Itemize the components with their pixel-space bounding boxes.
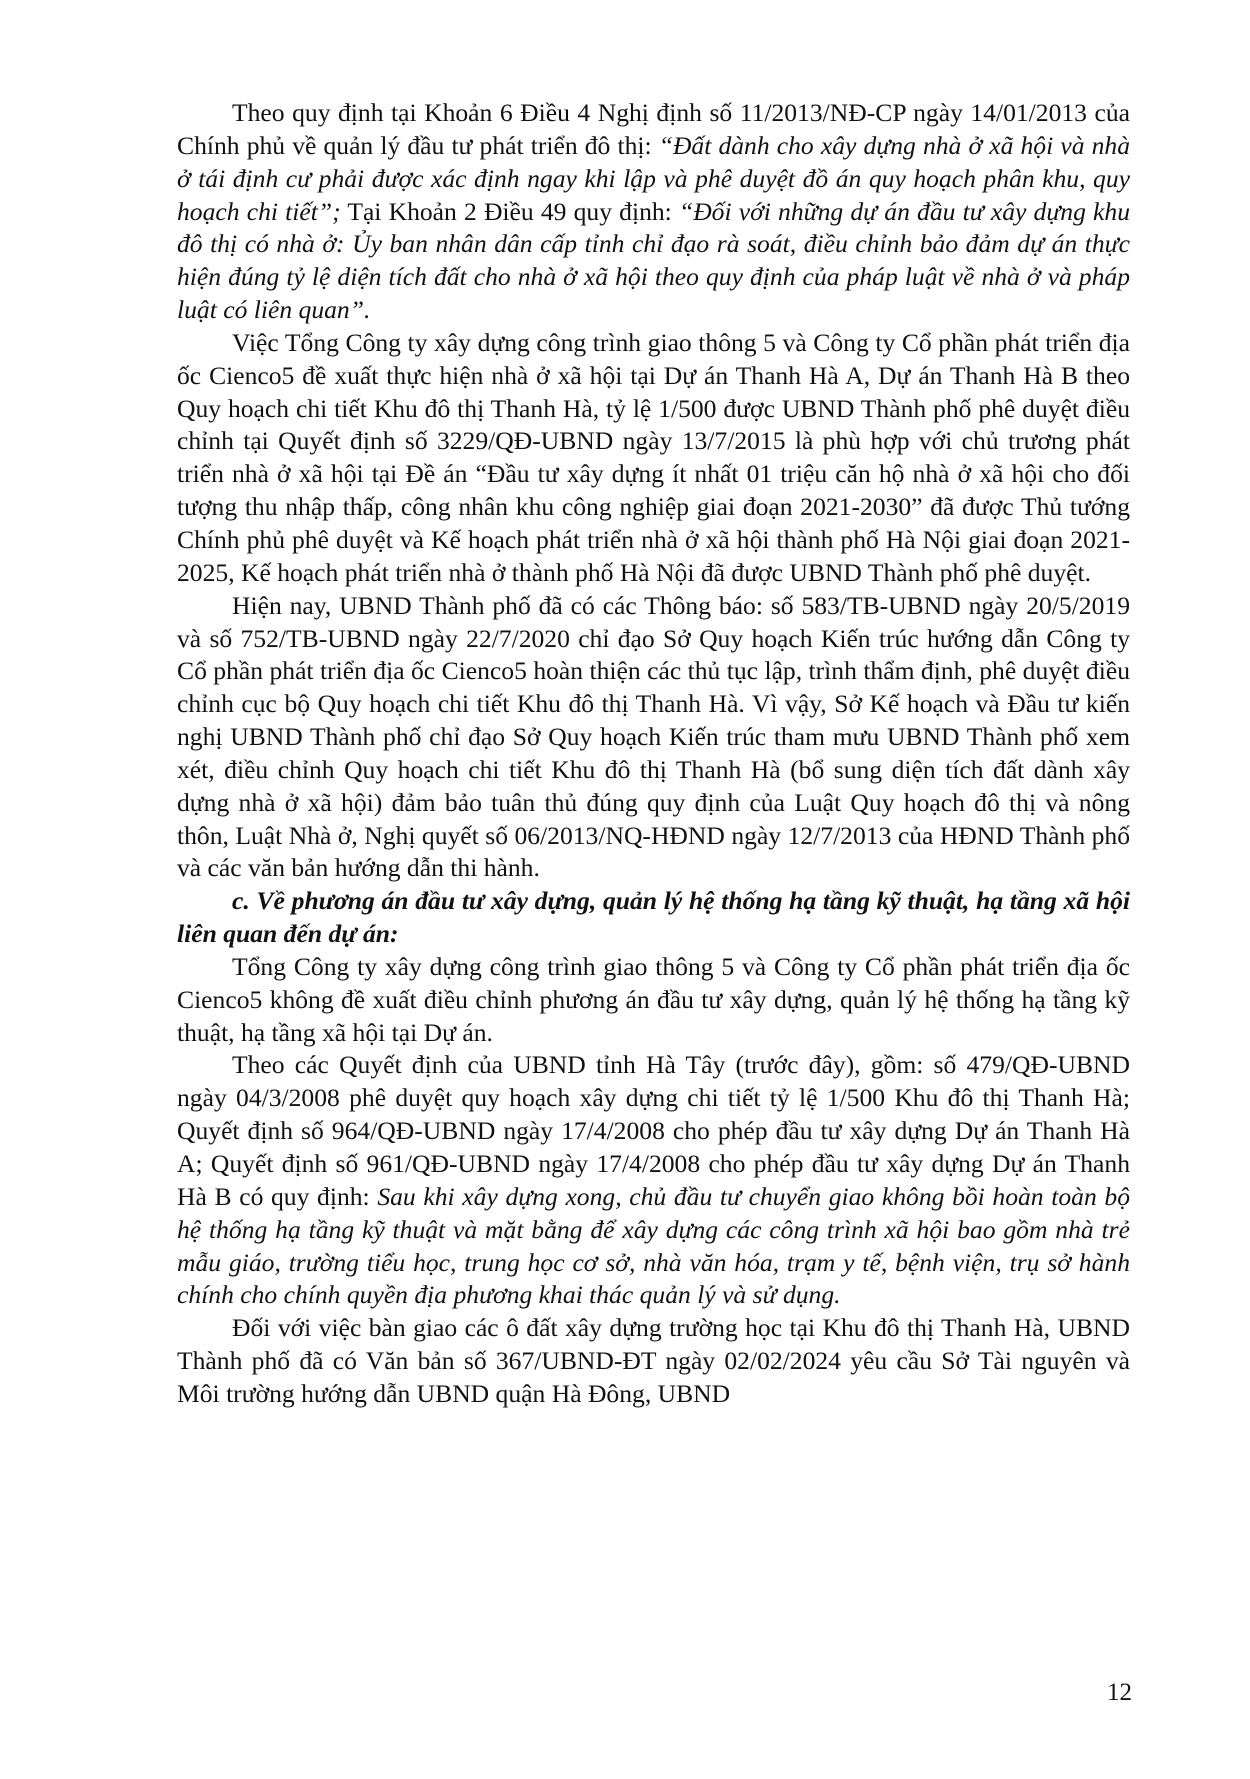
text-run: Việc Tổng Công ty xây dựng công trình giao thông 5 và Công ty Cổ phần phát triển địa ốc Cienco5 đề xuất thực hiện nhà ở xã hội tại Dự án Thanh Hà A, Dự án Thanh Hà B theo Quy hoạch chi tiết Khu đô thị Thanh Hà, tỷ lệ 1/500 được UBND Thành phố phê duyệt điều chỉnh tại Quyết định số 3229/QĐ-UBND ngày 13/7/2015 là phù hợp với chủ trương phát triển nhà ở xã hội tại Đề án “Đầu tư xây dựng ít nhất 01 triệu căn hộ nhà ở xã hội cho đối tượng thu nhập thấp, công nhân khu công nghiệp giai đoạn 2021-2030” đã được Thủ tướng Chính phủ phê duyệt và Kế hoạch phát triển nhà ở xã hội thành phố Hà Nội giai đoạn 2021-2025, Kế hoạch phát triển nhà ở thành phố Hà Nội đã được UBND Thành phố phê duyệt. [177, 327, 1130, 587]
heading-text: c. Về phương án đầu tư xây dựng, quản lý hệ thống hạ tầng kỹ thuật, hạ tầng xã hội liên quan đến dự án: [177, 886, 1130, 949]
quote-run: “Đối với những dự án đầu tư xây dựng khu đô thị có nhà ở: Ủy ban nhân dân cấp tỉnh chỉ đạo rà soát, điều chỉnh bảo đảm dự án thực hiện đúng tỷ lệ diện tích đất cho nhà ở xã hội theo quy định của pháp luật về nhà ở và pháp luật có liên quan”. [177, 196, 1130, 325]
section-heading-c [177, 885, 1130, 951]
paragraph-school-land-handover [177, 1312, 1130, 1411]
quote-run: Sau khi xây dựng xong, chủ đầu tư chuyển giao không bồi hoàn toàn bộ hệ thống hạ tầng kỹ thuật và mặt bằng để xây dựng các công trình xã hội bao gồm nhà trẻ mẫu giáo, trường tiểu học, trung học cơ sở, nhà văn hóa, trạm y tế, bệnh viện, trụ sở hành chính cho chính quyền địa phương khai thác quản lý và sử dụng. [177, 1181, 1130, 1310]
paragraph-decree-11-2013 [177, 97, 1130, 327]
page-number: 12 [1107, 1679, 1132, 1706]
text-run: Đối với việc bàn giao các ô đất xây dựng trường học tại Khu đô thị Thanh Hà, UBND Thành phố đã có Văn bản số 367/UBND-ĐT ngày 02/02/2024 yêu cầu Sở Tài nguyên và Môi trường hướng dẫn UBND quận Hà Đông, UBND [177, 1313, 1130, 1408]
quote-run: “Đất dành cho xây dựng nhà ở xã hội và nhà ở tái định cư phải được xác định ngay khi lập và phê duyệt đồ án quy hoạch phân khu, quy hoạch chi tiết”; [177, 130, 1130, 226]
text-run: Tổng Công ty xây dựng công trình giao thông 5 và Công ty Cổ phần phát triển địa ốc Cienco5 không đề xuất điều chỉnh phương án đầu tư xây dựng, quản lý hệ thống hạ tầng kỹ thuật, hạ tầng xã hội tại Dự án. [177, 951, 1130, 1047]
paragraph-no-adjustment [177, 951, 1130, 1050]
text-run: Hiện nay, UBND Thành phố đã có các Thông báo: số 583/TB-UBND ngày 20/5/2019 và số 752/TB-UBND ngày 22/7/2020 chỉ đạo Sở Quy hoạch Kiến trúc hướng dẫn Công ty Cổ phần phát triển địa ốc Cienco5 hoàn thiện các thủ tục lập, trình thẩm định, phê duyệt điều chỉnh cục bộ Quy hoạch chi tiết Khu đô thị Thanh Hà. Vì vậy, Sở Kế hoạch và Đầu tư kiến nghị UBND Thành phố chỉ đạo Sở Quy hoạch Kiến trúc tham mưu UBND Thành phố xem xét, điều chỉnh Quy hoạch chi tiết Khu đô thị Thanh Hà (bổ sung diện tích đất dành xây dựng nhà ở xã hội) đảm bảo tuân thủ đúng quy định của Luật Quy hoạch đô thị và nông thôn, Luật Nhà ở, Nghị quyết số 06/2013/NQ-HĐND ngày 12/7/2013 của HĐND Thành phố và các văn bản hướng dẫn thi hành. [177, 590, 1130, 883]
text-run: Tại Khoản 2 Điều 49 quy định: [340, 196, 679, 226]
text-run: Theo các Quyết định của UBND tỉnh Hà Tây (trước đây), gồm: số 479/QĐ-UBND ngày 04/3/2008 phê duyệt quy hoạch xây dựng chi tiết tỷ lệ 1/500 Khu đô thị Thanh Hà; Quyết định số 964/QĐ-UBND ngày 17/4/2008 cho phép đầu tư xây dựng Dự án Thanh Hà A; Quyết định số 961/QĐ-UBND ngày 17/4/2008 cho phép đầu tư xây dựng Dự án Thanh Hà B có quy định: [177, 1050, 1130, 1211]
paragraph-cienco5-proposal [177, 327, 1130, 590]
document-body [177, 97, 1130, 1411]
paragraph-ha-tay-decisions [177, 1049, 1130, 1312]
text-run: Theo quy định tại Khoản 6 Điều 4 Nghị định số 11/2013/NĐ-CP ngày 14/01/2013 của Chính phủ về quản lý đầu tư phát triển đô thị: [177, 98, 1130, 160]
paragraph-current-notices [177, 590, 1130, 886]
